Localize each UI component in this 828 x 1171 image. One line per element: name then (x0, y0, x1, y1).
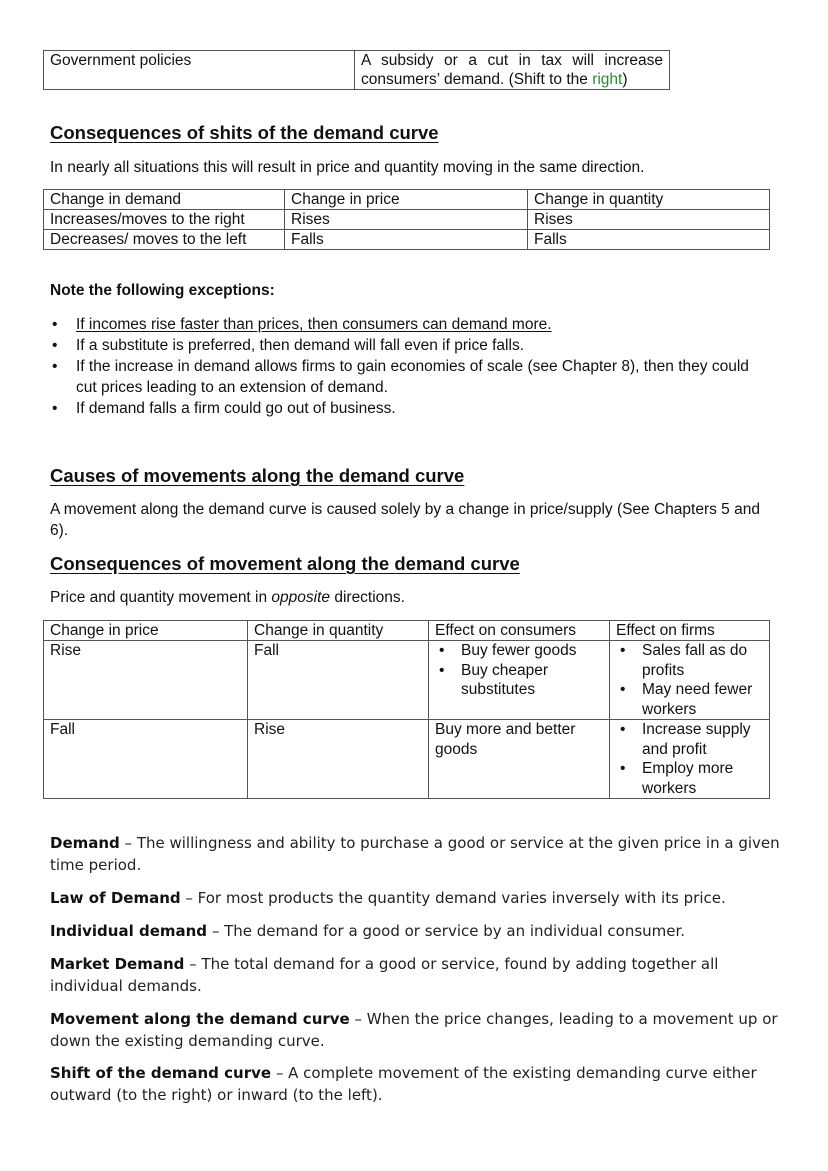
list-item-text: If incomes rise faster than prices, then consumers can demand more. (76, 316, 552, 333)
list-item-text: Buy fewer goods (461, 642, 577, 659)
intro-text: directions. (330, 589, 405, 606)
cell-text: ) (622, 71, 628, 88)
definition-term: Market Demand (50, 955, 185, 973)
table-cell: Buy more and better goods (429, 720, 610, 799)
table-cell (355, 51, 670, 90)
definition-individual-demand (50, 920, 780, 942)
intro-text: Price and quantity movement in (50, 589, 272, 606)
bullet-icon: • (620, 642, 626, 659)
section-heading: Causes of movements along the demand curve (50, 465, 465, 486)
list-item-text: If demand falls a firm could go out of business. (76, 400, 396, 417)
list-item (616, 680, 763, 719)
cell-list (435, 641, 603, 700)
bullet-icon: • (52, 358, 58, 375)
definition-text: – A complete movement of the existing demanding curve either outward (to the right) or inward (to the left). (50, 1064, 757, 1104)
section-intro (50, 587, 405, 608)
definition-text: – The willingness and ability to purchase a good or service at the given price in a given time period. (50, 834, 780, 874)
bullet-icon: • (52, 337, 58, 354)
table-cell: Rises (528, 210, 770, 230)
list-item (50, 398, 770, 419)
definition-market-demand (50, 953, 780, 997)
definition-text: – The demand for a good or service by an individual consumer. (207, 922, 686, 940)
exceptions-list (50, 314, 770, 419)
list-item-text: Sales fall as do profits (642, 642, 748, 679)
list-item (50, 356, 770, 398)
definition-law-of-demand (50, 887, 780, 909)
bullet-icon: • (620, 681, 626, 698)
list-item-text: May need fewer workers (642, 681, 753, 718)
list-item (435, 661, 603, 700)
list-item-text: Buy cheaper substitutes (461, 661, 549, 698)
table-header-row (44, 621, 770, 641)
column-header: Change in price (285, 190, 528, 210)
bullet-icon: • (52, 400, 58, 417)
bullet-icon: • (439, 642, 445, 659)
list-item (616, 641, 763, 680)
table-cell: Fall (44, 720, 248, 799)
cell-list (616, 641, 763, 719)
table-cell: Rise (248, 720, 429, 799)
movement-consequences-table (43, 620, 770, 799)
table-cell: Government policies (44, 51, 355, 90)
section-heading: Consequences of movement along the demand curve (50, 553, 520, 574)
list-item-text: If the increase in demand allows firms to gain economies of scale (see Chapter 8), then they could cut prices leading to an extension of demand. (76, 358, 749, 396)
column-header: Change in quantity (248, 621, 429, 641)
column-header: Change in quantity (528, 190, 770, 210)
bullet-icon: • (620, 760, 626, 777)
definition-shift (50, 1062, 780, 1106)
definition-demand (50, 832, 780, 876)
table-row (44, 641, 770, 720)
table-cell: Rise (44, 641, 248, 720)
column-header: Effect on consumers (429, 621, 610, 641)
definition-text: – The total demand for a good or service, found by adding together all individual demands. (50, 955, 719, 995)
definition-term: Shift of the demand curve (50, 1064, 272, 1082)
table-header-row (44, 190, 770, 210)
table-cell: Falls (528, 230, 770, 250)
exceptions-heading: Note the following exceptions: (50, 282, 275, 299)
section-heading: Consequences of shits of the demand curve (50, 122, 439, 143)
shift-consequences-table (43, 189, 770, 250)
column-header: Change in price (44, 621, 248, 641)
list-item-text: Increase supply and profit (642, 721, 751, 758)
emphasis-text: opposite (271, 589, 331, 606)
column-header: Change in demand (44, 190, 285, 210)
list-item (50, 335, 770, 356)
cell-text: A subsidy or a cut in tax will increase consumers’ demand. (Shift to the (361, 52, 663, 88)
table-row (44, 51, 670, 90)
definition-text: – For most products the quantity demand varies inversely with its price. (180, 889, 726, 907)
table-cell (429, 641, 610, 720)
list-item (50, 314, 770, 335)
table-cell (610, 641, 770, 720)
list-item (616, 720, 763, 759)
table-cell (610, 720, 770, 799)
definition-text: – When the price changes, leading to a movement up or down the existing demanding curve. (50, 1010, 778, 1050)
government-policies-table (43, 50, 670, 90)
definition-term: Movement along the demand curve (50, 1010, 350, 1028)
table-cell: Falls (285, 230, 528, 250)
table-cell: Fall (248, 641, 429, 720)
table-row (44, 210, 770, 230)
definition-term: Law of Demand (50, 889, 181, 907)
table-row (44, 720, 770, 799)
table-row (44, 230, 770, 250)
highlighted-word: right (592, 71, 623, 88)
definition-term: Individual demand (50, 922, 208, 940)
bullet-icon: • (439, 661, 445, 679)
bullet-icon: • (52, 316, 58, 333)
list-item (616, 759, 763, 798)
table-cell: Rises (285, 210, 528, 230)
section-text: A movement along the demand curve is caused solely by a change in price/supply (See Chapters 5 and 6). (50, 501, 760, 539)
list-item-text: If a substitute is preferred, then demand will fall even if price falls. (76, 337, 524, 354)
bullet-icon: • (620, 721, 626, 738)
list-item-text: Employ more workers (642, 760, 734, 797)
section-intro: In nearly all situations this will result in price and quantity moving in the same direction. (50, 159, 645, 176)
cell-list (616, 720, 763, 798)
definition-movement-along (50, 1008, 780, 1052)
column-header: Effect on firms (610, 621, 770, 641)
table-cell: Decreases/ moves to the left (44, 230, 285, 250)
list-item (435, 641, 603, 661)
definition-term: Demand (50, 834, 120, 852)
table-cell: Increases/moves to the right (44, 210, 285, 230)
